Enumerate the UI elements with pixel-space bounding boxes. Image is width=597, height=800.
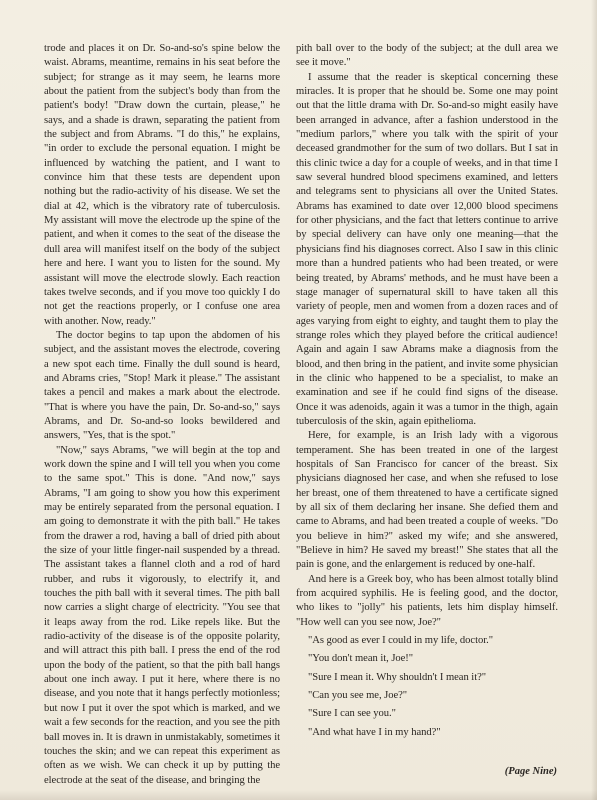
page-number: (Page Nine) [504,766,557,777]
paragraph: The doctor begins to tap upon the abdomen of his subject, and the assistant moves the electrode, covering a new spot each time. Finally the dull sound is heard, and Abrams cries, "Stop! Mark it please." The assistant takes a pencil and makes a mark about the electrode. "That is where you have the pain, Dr. So-and-so," says Abrams, and Dr. So-and-so looks bewildered and answers, "Yes, that is the spot." [44,329,280,442]
dialogue-line: "Sure I mean it. Why shouldn't I mean it?" [308,671,487,683]
paragraph: Here, for example, is an Irish lady with a vigorous temperament. She has been treated in one of the largest hospitals of San Francisco for cancer of the breast. Six physicians diagnosed her case, and when she refused to lose her breast, one of them threatened to have a certificate signed by all six of them declaring her insane. She defied them and came to Abrams, and had been treated a couple of weeks. "Do you believe in him?" asked my wife; and she answered, "Believe in him? He saved my breast!" She states that all the pain is gone, and the enlargement is reduced by one-half. [296,430,558,571]
dialogue-line: "You don't mean it, Joe!" [308,653,414,665]
dialogue-line: "Sure I can see you." [308,708,396,720]
left-column [44,42,280,788]
paragraph: "Now," says Abrams, "we will begin at the top and work down the spine and I will tell you when you come to the same spot." This is done. "And now," says Abrams, "I am going to show you how this experiment may be entirely separated from the personal equation. I am going to demonstrate it with the pith ball." He takes from the drawer a rod, having a ball of dried pith about the size of your little finger-nail suspended by a thread. The assistant takes a flannel cloth and a rod of hard rubber, and rubs it vigorously, to electrify it, and touches the pith ball with it several times. The pith ball now carries a slight charge of electricity. "You see that it leaps away from the rod. Like repels like. But the radio-activity of the disease is of the opposite polarity, and will attract this pith ball. I press the end of the rod upon the body of the patient, so that the pith ball hangs about one inch away. I put it here, where there is no disease, and you note that it hangs perfectly motionless; but now I put it over the spot which is marked, and we wait a few seconds for the reaction, and you see the pith ball moves in. It is drawn in unmistakably, sometimes it touches the skin; and we can repeat this experiment as often as we wish. We can check it up by putting the electrode at the seat of the disease, and bringing the [44,444,280,786]
paper-edge-shadow [591,0,597,800]
paragraph: And here is a Greek boy, who has been almost totally blind from acquired syphilis. He is feeling good, and the doctor, who likes to "jolly" his patients, lets him display himself. "How well can you see now, Joe?" [296,573,558,628]
paper-bottom-shadow [0,790,597,800]
paragraph: I assume that the reader is skeptical concerning these miracles. It is proper that he should be. Some one may point out that the little drama with Dr. So-and-so might easily have been arranged in advance, after a fashion understood in the "medium parlors," where you talk with the spirit of your deceased grandmother for the sum of two dollars. But I sat in this clinic twice a day for a couple of weeks, and in that time I saw several hundred blood specimens examined, and letters and telegrams sent to physicians all over the United States. Abrams has examined to date over 12,000 blood specimens for other physicians, and the fact that letters continue to arrive by special delivery can have only one meaning—that the physicians find his diagnoses correct. Also I saw in this clinic more than a hundred patients who had been treated, or were being treated, by Abrams' methods, and he must have been a stage manager of supernatural skill to have taken all this variety of people, men and women from a dozen races and of ages varying from eight to eighty, and taught them to play the strange roles which they played before the critical audience! Again and again I saw Abrams make a diagnosis from the blood, and then bring in the patient, and invite some physician in the clinic who happened to be a specialist, to make an examination and see if he could find signs of the disease. Once it was adenoids, again it was a tumor in the thigh, again tuberculosis of the skin, again epithelioma. [296,71,558,427]
dialogue-line: "And what have I in my hand?" [308,726,441,738]
paragraph: pith ball over to the body of the subject; at the dull area we see it move." [296,43,558,69]
dialogue-line: "As good as ever I could in my life, doctor." [308,635,493,647]
dialogue-line: "Can you see me, Joe?" [308,690,408,702]
right-column [296,42,558,740]
paragraph: trode and places it on Dr. So-and-so's spine below the waist. Abrams, meantime, remains in his seat before the subject; for strange as it may seem, he learns more about the patient from the subject's body than from the patient's body! "Draw down the curtain, please," he says, and a shade is drawn, separating the patient from the subject and from Abrams. "I do this," he explains, "in order to exclude the personal equation. I might be influenced by watching the patient, and I want to convince him that these tests are dependent upon nothing but the radio-activity of his disease. We set the dial at 42, which is the vibratory rate of tuberculosis. My assistant will move the electrode up the spine of the patient, and when it comes to the seat of the disease the dull area will manifest itself on the body of the subject here and here. I want you to listen for the sound. My assistant will move the electrode slowly. Each reaction takes twelve seconds, and if you move too quickly I do not get the reactions properly, or I confuse one area with another. Now, ready." [44,43,280,327]
